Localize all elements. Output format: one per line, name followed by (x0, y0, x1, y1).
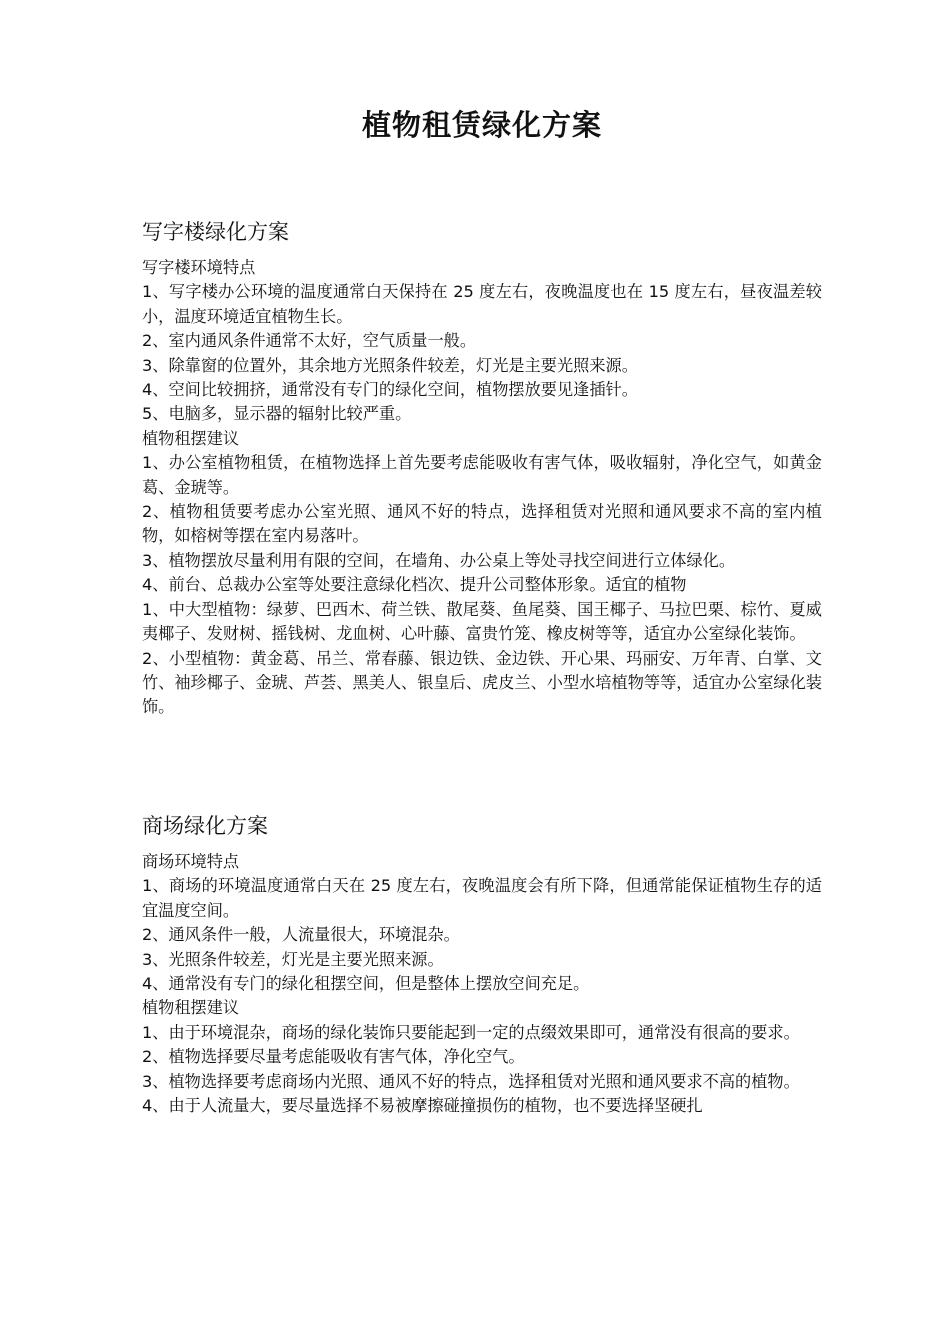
list-item: 2、小型植物：黄金葛、吊兰、常春藤、银边铁、金边铁、开心果、玛丽安、万年青、白掌、文竹、袖珍椰子、金琥、芦荟、黑美人、银皇后、虎皮兰、小型水培植物等等，适宜办公室绿化装饰。 (142, 648, 822, 717)
list-item: 1、写字楼办公环境的温度通常白天保持在 25 度左右，夜晚温度也在 15 度左右，昼夜温差较小，温度环境适宜植物生长。 (142, 282, 822, 326)
section-heading: 商场绿化方案 (142, 814, 268, 838)
list-item: 1、办公室植物租赁，在植物选择上首先要考虑能吸收有害气体，吸收辐射，净化空气，如黄金葛、金琥等。 (142, 453, 822, 497)
list-item: 2、植物租赁要考虑办公室光照、通风不好的特点，选择租赁对光照和通风要求不高的室内植物，如榕树等摆在室内易落叶。 (142, 502, 822, 546)
subheading: 植物租摆建议 (142, 998, 240, 1018)
list-item: 4、空间比较拥挤，通常没有专门的绿化空间，植物摆放要见逢插针。 (142, 380, 638, 400)
list-item: 3、植物摆放尽量利用有限的空间，在墙角、办公桌上等处寻找空间进行立体绿化。 (142, 550, 736, 570)
list-item: 2、通风条件一般，人流量很大，环境混杂。 (142, 925, 460, 945)
document-title: 植物租赁绿化方案 (361, 108, 602, 142)
subheading: 商场环境特点 (142, 852, 240, 871)
list-item: 4、由于人流量大，要尽量选择不易被摩擦碰撞损伤的植物，也不要选择坚硬扎 (142, 1096, 703, 1116)
subheading: 植物租摆建议 (142, 428, 240, 448)
list-item: 1、由于环境混杂，商场的绿化装饰只要能起到一定的点缀效果即可，通常没有很高的要求。 (142, 1022, 800, 1042)
list-item: 5、电脑多，显示器的辐射比较严重。 (142, 404, 412, 424)
list-item: 3、植物选择要考虑商场内光照、通风不好的特点，选择租赁对光照和通风要求不高的植物。 (142, 1071, 800, 1091)
list-item: 4、前台、总裁办公室等处要注意绿化档次、提升公司整体形象。适宜的植物 (142, 575, 687, 595)
section-office (142, 214, 822, 720)
list-item: 1、商场的环境温度通常白天在 25 度左右，夜晚温度会有所下降，但通常能保证植物生存的适宜温度空间。 (142, 876, 822, 920)
list-item: 3、除靠窗的位置外，其余地方光照条件较差，灯光是主要光照来源。 (142, 355, 638, 375)
list-item: 2、室内通风条件通常不太好，空气质量一般。 (142, 331, 477, 351)
subheading: 写字楼环境特点 (142, 258, 256, 277)
list-item: 4、通常没有专门的绿化租摆空间，但是整体上摆放空间充足。 (142, 974, 590, 994)
list-item: 1、中大型植物：绿萝、巴西木、荷兰铁、散尾葵、鱼尾葵、国王椰子、马拉巴栗、棕竹、夏威夷椰子、发财树、摇钱树、龙血树、心叶藤、富贵竹笼、橡皮树等等，适宜办公室绿化装饰。 (142, 599, 822, 644)
section-mall (142, 808, 822, 1118)
list-item: 2、植物选择要尽量考虑能吸收有害气体，净化空气。 (142, 1047, 525, 1067)
list-item: 3、光照条件较差，灯光是主要光照来源。 (142, 949, 444, 969)
section-heading: 写字楼绿化方案 (142, 220, 289, 244)
